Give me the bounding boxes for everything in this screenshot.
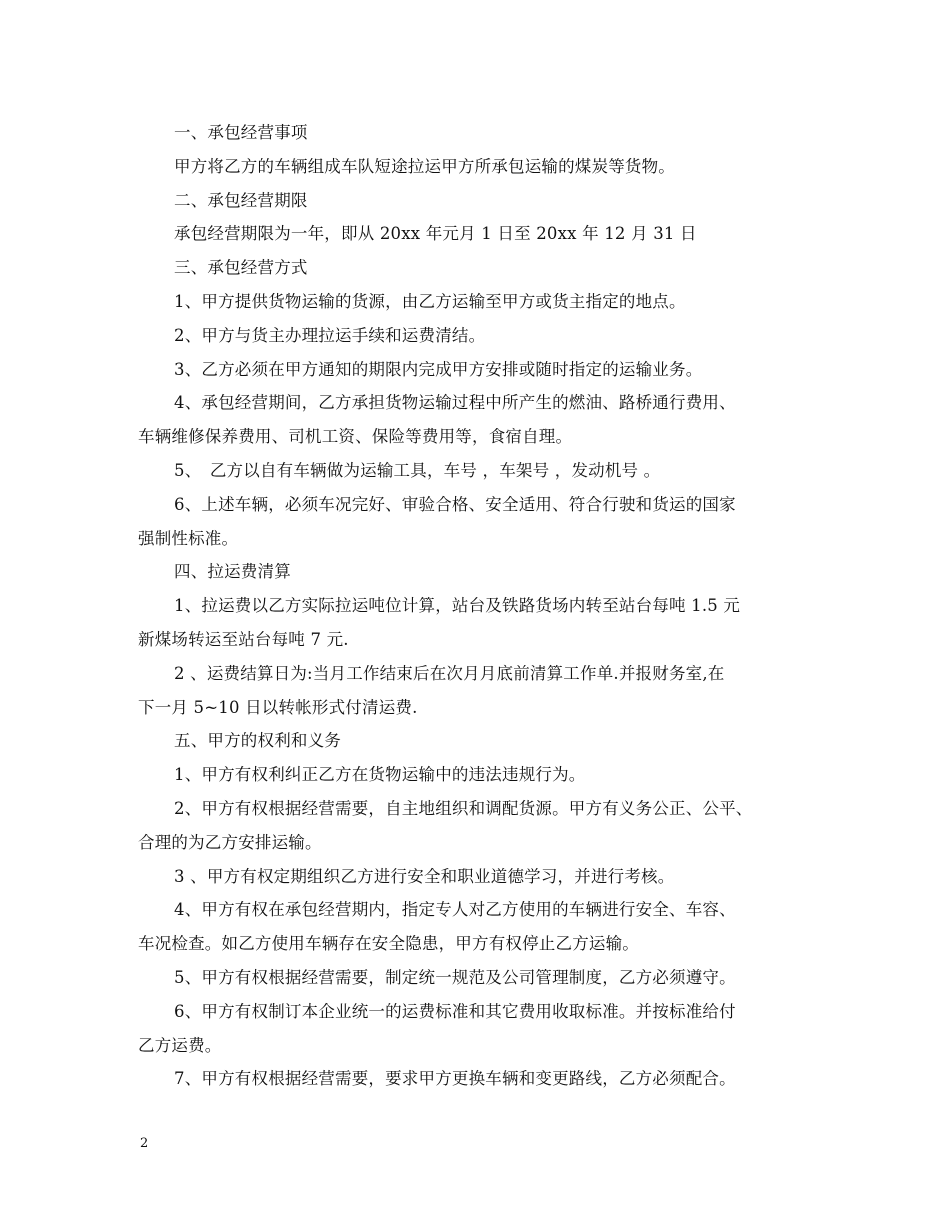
paragraph-line: 乙方运费。 — [138, 1035, 222, 1055]
paragraph-line: 2 、运费结算日为:当月工作结束后在次月月底前清算工作单.并报财务室,在 — [174, 663, 725, 683]
paragraph-line: 2、甲方与货主办理拉运手续和运费清结。 — [174, 325, 486, 345]
paragraph-line: 6、甲方有权制订本企业统一的运费标准和其它费用收取标准。并按标准给付 — [174, 1001, 736, 1021]
page-number: 2 — [140, 1136, 149, 1151]
paragraph-line: 车辆维修保养费用、司机工资、保险等费用等，食宿自理。 — [138, 427, 573, 447]
paragraph-line: 3、乙方必须在甲方通知的期限内完成甲方安排或随时指定的运输业务。 — [174, 359, 703, 379]
paragraph-line: 下一月 5~10 日以转帐形式付清运费. — [138, 697, 418, 717]
paragraph-line: 4、承包经营期间，乙方承担货物运输过程中所产生的燃油、路桥通行费用、 — [174, 393, 736, 413]
paragraph-line: 强制性标准。 — [138, 528, 239, 548]
paragraph-line: 1、拉运费以乙方实际拉运吨位计算，站台及铁路货场内转至站台每吨 1.5 元 — [174, 596, 741, 616]
paragraph-line: 4、甲方有权在承包经营期内，指定专人对乙方使用的车辆进行安全、车容、 — [174, 900, 736, 920]
section-heading: 一、承包经营事项 — [174, 123, 308, 142]
section-heading: 三、承包经营方式 — [174, 258, 308, 278]
document-body — [138, 116, 814, 1096]
paragraph-line: 1、甲方提供货物运输的货源，由乙方运输至甲方或货主指定的地点。 — [174, 291, 686, 311]
paragraph-line: 5、甲方有权根据经营需要，制定统一规范及公司管理制度，乙方必须遵守。 — [174, 967, 736, 987]
paragraph-line: 2、甲方有权根据经营需要，自主地组织和调配货源。甲方有义务公正、公平、 — [174, 798, 753, 818]
paragraph-line: 5、 乙方以自有车辆做为运输工具，车号 ，车架号 ，发动机号 。 — [174, 460, 661, 480]
section-heading: 五、甲方的权利和义务 — [174, 731, 341, 751]
paragraph-line: 承包经营期限为一年，即从 20xx 年元月 1 日至 20xx 年 12 月 31 日 — [174, 224, 697, 244]
section-heading: 四、拉运费清算 — [174, 562, 291, 582]
paragraph-line: 6、上述车辆，必须车况完好、审验合格、安全适用、符合行驶和货运的国家 — [174, 494, 736, 514]
paragraph-line: 3 、甲方有权定期组织乙方进行安全和职业道德学习，并进行考核。 — [174, 866, 675, 886]
paragraph-line: 1、甲方有权利纠正乙方在货物运输中的违法违规行为。 — [174, 765, 586, 785]
paragraph-line: 7、甲方有权根据经营需要，要求甲方更换车辆和变更路线，乙方必须配合。 — [174, 1069, 736, 1089]
paragraph-line: 甲方将乙方的车辆组成车队短途拉运甲方所承包运输的煤炭等货物。 — [174, 156, 675, 176]
paragraph-line: 车况检查。如乙方使用车辆存在安全隐患，甲方有权停止乙方运输。 — [138, 934, 639, 954]
paragraph-line: 新煤场转运至站台每吨 7 元. — [138, 629, 349, 649]
paragraph-line: 合理的为乙方安排运输。 — [138, 832, 322, 852]
section-heading: 二、承包经营期限 — [174, 190, 308, 210]
